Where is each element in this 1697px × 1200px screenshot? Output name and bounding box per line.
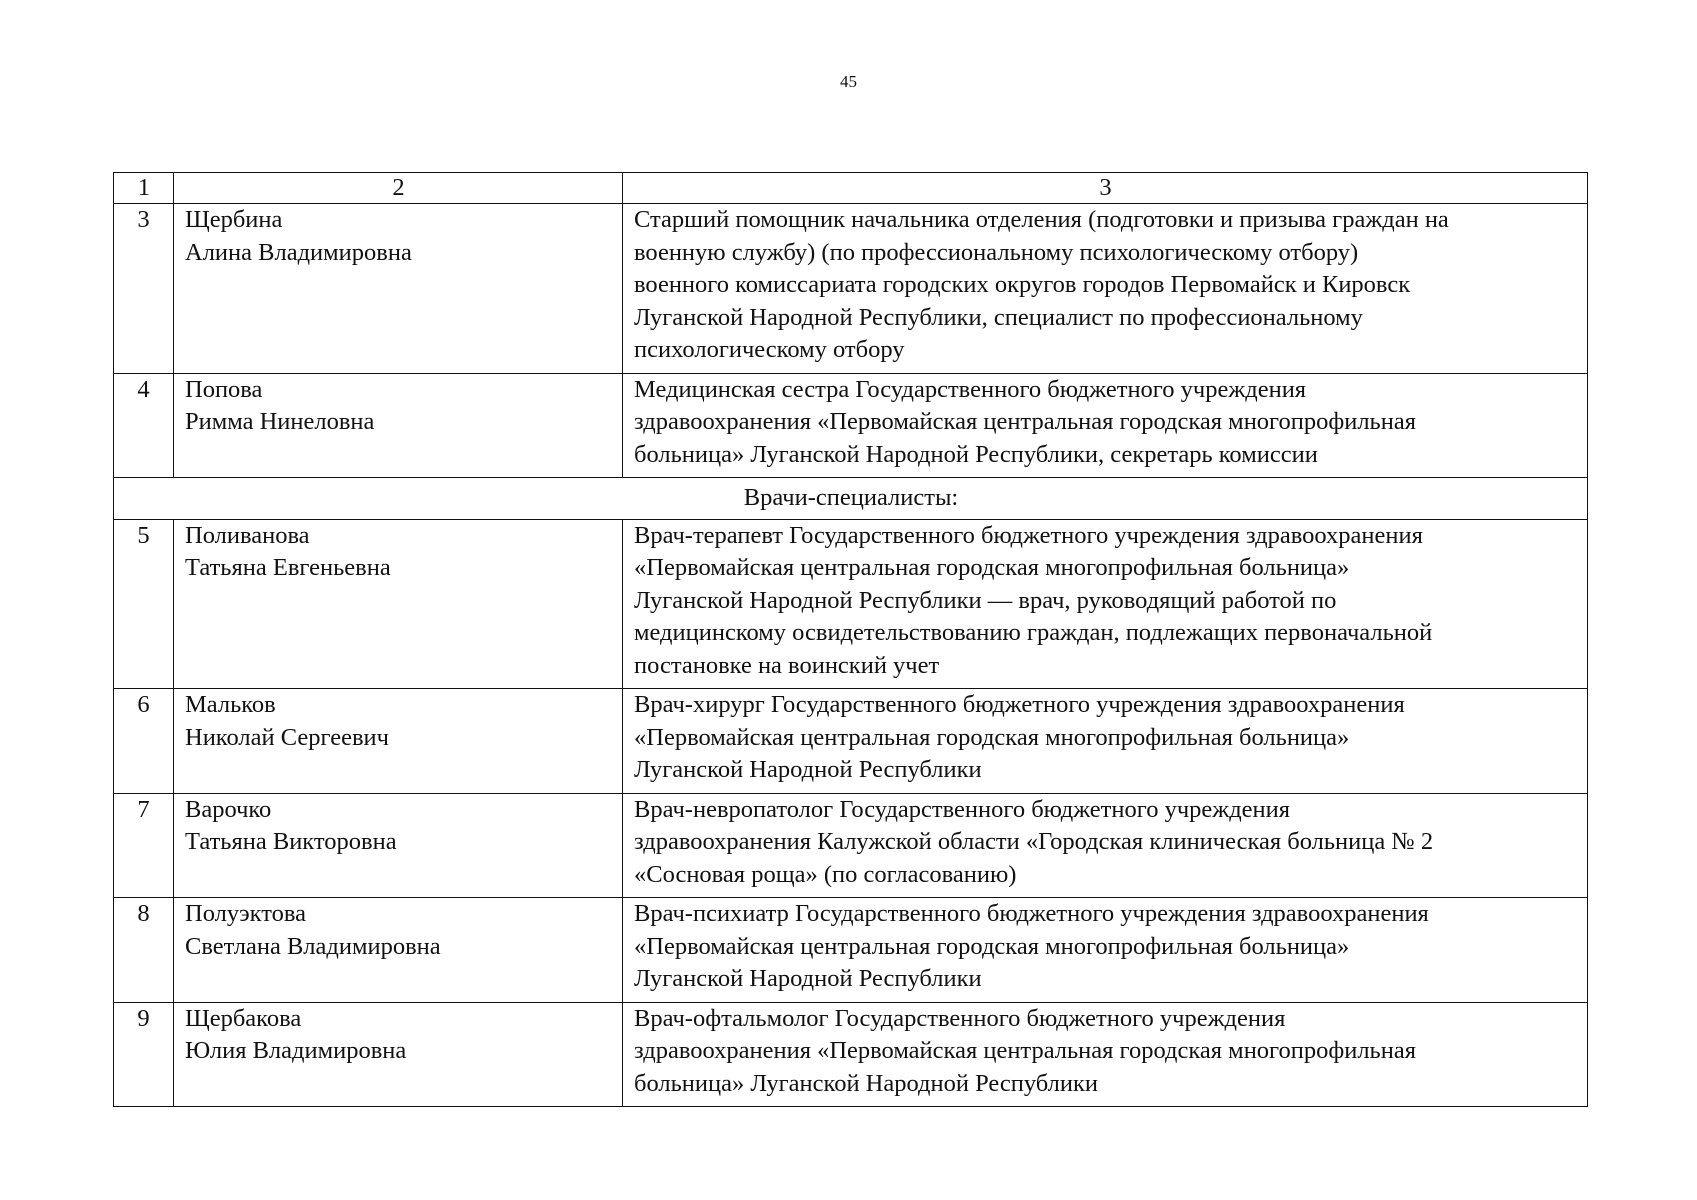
position-text-line: военного комиссариата городских округов городов Первомайск и Кировск — [634, 271, 1411, 298]
position-text-line: Старший помощник начальника отделения (подготовки и призыва граждан на — [634, 206, 1449, 233]
position-text-line: Медицинская сестра Государственного бюджетного учреждения — [634, 375, 1307, 403]
member-name-cell — [174, 793, 623, 898]
row-number: 7 — [114, 793, 174, 898]
column-header-position: 3 — [623, 173, 1588, 204]
position-text-line: Луганской Народной Республики — [634, 756, 982, 783]
member-position-cell — [623, 204, 1588, 374]
member-surname: Щербина — [185, 206, 283, 233]
commission-members-table — [113, 172, 1588, 1107]
section-row — [114, 478, 1588, 520]
member-given-names: Светлана Владимировна — [185, 932, 441, 960]
member-position-cell — [623, 793, 1588, 898]
member-surname: Варочко — [185, 795, 272, 823]
member-position-cell — [623, 898, 1588, 1003]
row-number: 4 — [114, 373, 174, 478]
position-text-line: психологическому отбору — [634, 336, 905, 363]
position-text-line: здравоохранения «Первомайская центральная городская многопрофильная — [634, 1037, 1416, 1064]
member-surname: Мальков — [185, 691, 276, 718]
position-text-line: Луганской Народной Республики — [634, 965, 982, 992]
position-text-line: Врач-психиатр Государственного бюджетного учреждения здравоохранения — [634, 900, 1429, 927]
position-text-line: здравоохранения Калужской области «Городская клиническая больница № 2 — [634, 828, 1434, 855]
column-header-number: 1 — [114, 173, 174, 204]
position-text-line: Луганской Народной Республики — врач, руководящий работой по — [634, 586, 1337, 614]
member-given-names: Римма Нинеловна — [185, 408, 375, 435]
table-row — [114, 373, 1588, 478]
page-number: 45 — [840, 72, 857, 91]
position-text-line: здравоохранения «Первомайская центральная городская многопрофильная — [634, 408, 1416, 435]
member-position-cell — [623, 1002, 1588, 1107]
position-text-line: медицинскому освидетельствованию граждан, подлежащих первоначальной — [634, 619, 1433, 646]
member-given-names: Николай Сергеевич — [185, 723, 389, 751]
member-given-names: Юлия Владимировна — [185, 1037, 407, 1064]
member-position-cell — [623, 689, 1588, 794]
member-position-cell — [623, 373, 1588, 478]
table-row — [114, 519, 1588, 689]
member-surname: Щербакова — [185, 1004, 302, 1032]
member-given-names: Татьяна Викторовна — [185, 828, 397, 855]
row-number: 5 — [114, 519, 174, 689]
position-text-line: «Первомайская центральная городская многопрофильная больница» — [634, 932, 1350, 960]
member-name-cell — [174, 204, 623, 374]
table-row — [114, 793, 1588, 898]
table-header-row — [114, 173, 1588, 204]
position-text-line: больница» Луганской Народной Республики, секретарь комиссии — [634, 440, 1318, 468]
position-text-line: «Первомайская центральная городская многопрофильная больница» — [634, 723, 1350, 751]
member-name-cell — [174, 1002, 623, 1107]
member-surname: Попова — [185, 375, 263, 403]
position-text-line: Врач-невропатолог Государственного бюджетного учреждения — [634, 795, 1291, 823]
position-text-line: Врач-хирург Государственного бюджетного учреждения здравоохранения — [634, 691, 1405, 718]
row-number: 8 — [114, 898, 174, 1003]
position-text-line: Врач-терапевт Государственного бюджетного учреждения здравоохранения — [634, 521, 1423, 549]
table-row — [114, 1002, 1588, 1107]
position-text-line: больница» Луганской Народной Республики — [634, 1069, 1099, 1097]
row-number: 3 — [114, 204, 174, 374]
member-surname: Поливанова — [185, 521, 310, 549]
table-row — [114, 898, 1588, 1003]
column-header-name: 2 — [174, 173, 623, 204]
member-name-cell — [174, 519, 623, 689]
position-text-line: военную службу) (по профессиональному психологическому отбору) — [634, 238, 1359, 266]
position-text-line: «Первомайская центральная городская многопрофильная больница» — [634, 554, 1350, 581]
table-row — [114, 689, 1588, 794]
member-given-names: Татьяна Евгеньевна — [185, 554, 391, 581]
member-name-cell — [174, 689, 623, 794]
member-position-cell — [623, 519, 1588, 689]
member-surname: Полуэктова — [185, 900, 306, 927]
member-name-cell — [174, 373, 623, 478]
position-text-line: Врач-офтальмолог Государственного бюджетного учреждения — [634, 1004, 1286, 1032]
section-title: Врачи-специалисты: — [114, 478, 1588, 520]
position-text-line: «Сосновая роща» (по согласованию) — [634, 860, 1017, 888]
position-text-line: Луганской Народной Республики, специалист по профессиональному — [634, 303, 1363, 331]
row-number: 6 — [114, 689, 174, 794]
row-number: 9 — [114, 1002, 174, 1107]
member-given-names: Алина Владимировна — [185, 238, 412, 266]
member-name-cell — [174, 898, 623, 1003]
table-row — [114, 204, 1588, 374]
position-text-line: постановке на воинский учет — [634, 651, 940, 679]
